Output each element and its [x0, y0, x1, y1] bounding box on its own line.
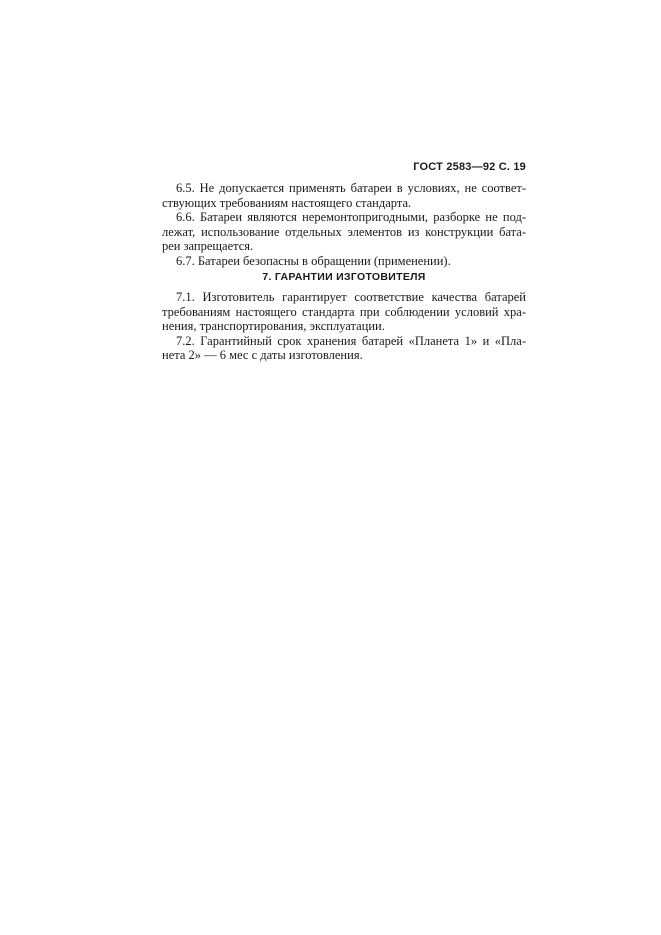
text-line: лежат, использование отдельных элементов из конструкции бата- — [162, 224, 526, 239]
running-head: ГОСТ 2583—92 С. 19 — [413, 161, 526, 173]
text-line: 6.6. Батареи являются неремонтопригодными, разборке не под- — [176, 210, 526, 225]
section-7-body — [162, 290, 526, 363]
paragraph-7-1 — [162, 290, 526, 334]
text-line: нета 2» — 6 мес с даты изготовления. — [162, 348, 363, 363]
paragraph-6-6 — [162, 210, 526, 254]
text-line: ствующих требованиям настоящего стандарта. — [162, 195, 412, 210]
paragraph-6-7 — [162, 254, 526, 269]
text-line: 7.1. Изготовитель гарантирует соответствие качества батарей — [176, 290, 526, 304]
text-line: 6.5. Не допускается применять батареи в условиях, не соответ- — [176, 181, 526, 195]
paragraph-7-2 — [162, 334, 526, 363]
paragraph-6-5 — [162, 181, 526, 210]
section-7-heading: 7. ГАРАНТИИ ИЗГОТОВИТЕЛЯ — [262, 271, 426, 283]
text-line: требованиям настоящего стандарта при соблюдении условий хра- — [162, 304, 526, 319]
text-line: 7.2. Гарантийный срок хранения батарей «Планета 1» и «Пла- — [176, 333, 526, 348]
text-line: 6.7. Батареи безопасны в обращении (применении). — [176, 253, 451, 268]
text-line: реи запрещается. — [162, 239, 254, 254]
section-6-body — [162, 181, 526, 269]
text-line: нения, транспортирования, эксплуатации. — [162, 319, 385, 334]
